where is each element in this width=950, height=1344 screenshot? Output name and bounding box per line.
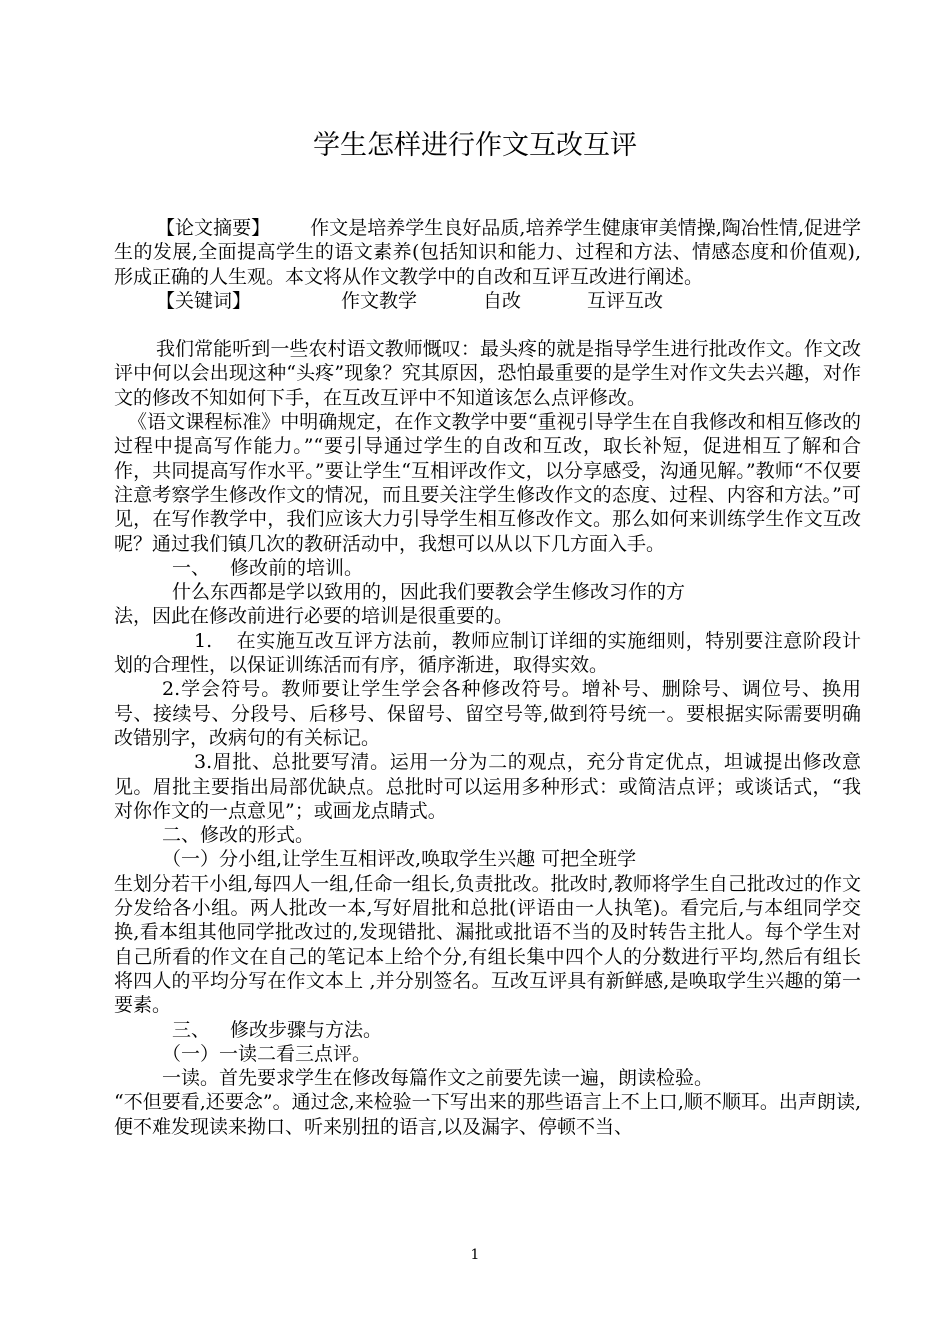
body-paragraph: “不但要看,还要念”。通过念,来检验一下写出来的那些语言上不上口,顺不顺耳。出声朗读,便不难发现读来拗口、听来别扭的语言,以及漏字、停顿不当、: [114, 1091, 861, 1138]
page-number: 1: [470, 1247, 480, 1263]
list-item: 3.眉批、总批要写清。运用一分为二的观点，充分肯定优点，坦诚提出修改意见。眉批主要指出局部优缺点。总批时可以运用多种形式：或简洁点评；或谈话式，“我对你作文的一点意见”；或画龙点睛式。: [114, 751, 861, 822]
page-title: 学生怎样进行作文互改互评: [313, 130, 637, 161]
section-heading: 二、修改的形式。: [162, 824, 315, 847]
list-item: 2.学会符号。教师要让学生学会各种修改符号。增补号、删除号、调位号、换用号、接续号、分段号、后移号、保留号、留空号等,做到符号统一。要根据实际需要明确改错别字，改病句的有关标记。: [114, 678, 861, 749]
section-heading: [114, 1018, 861, 1042]
spacer: [114, 313, 861, 337]
section-number: 三、: [172, 1018, 211, 1041]
keywords-label: 【关键词】: [156, 289, 252, 312]
keywords-line: [114, 289, 861, 313]
list-item-number: 1.: [194, 629, 213, 652]
keyword-item: 自改: [483, 289, 522, 312]
list-item-text: 在实施互改互评方法前，教师应制订详细的实施细则，特别要注意阶段计划的合理性，以保证训练活而有序，循序渐进，取得实效。: [114, 629, 861, 677]
section-number: 一、: [172, 556, 211, 579]
section-title: 修改步骤与方法。: [230, 1018, 383, 1041]
body-paragraph: 一读。首先要求学生在修改每篇作文之前要先读一遍，朗读检验。: [162, 1067, 714, 1090]
subsection-heading: （一）一读二看三点评。: [162, 1042, 372, 1065]
subsection-heading: （一）分小组,让学生互相评改,唤取学生兴趣 可把全班学: [162, 848, 637, 871]
keyword-item: 互评互改: [587, 289, 664, 312]
section-title: 修改前的培训。: [230, 556, 364, 579]
document-body: [114, 216, 861, 1139]
body-paragraph: 什么东西都是学以致用的，因此我们要教会学生修改习作的方: [172, 581, 686, 604]
list-item: [114, 629, 861, 678]
keyword-item: 作文教学: [341, 289, 418, 312]
body-paragraph: 生划分若干小组,每四人一组,任命一组长,负责批改。批改时,教师将学生自己批改过的作文分发给各小组。两人批改一本,写好眉批和总批(评语由一人执笔)。看完后,与本组同学交换,看本组其他同学批改过的,发现错批、漏批或批语不当的及时转告主批人。每个学生对自己所看的作文在自己的笔记本上给个分,有组长集中四个人的分数进行平均,然后有组长将四人的平均分写在作文本上 ,并分别签名。互改互评具有新鲜感,是唤取学生兴趣的第一要素。: [114, 872, 861, 1017]
abstract-label: 【论文摘要】: [156, 217, 271, 239]
body-paragraph: 法，因此在修改前进行必要的培训是很重要的。: [114, 605, 514, 628]
body-paragraph: 我们常能听到一些农村语文教师慨叹：最头疼的就是指导学生进行批改作文。作文改评中何以会出现这种“头疼”现象？究其原因，恐怕最重要的是学生对作文失去兴趣，对作文的修改不知如何下手，在互改互评中不知道该怎么点评修改。: [114, 338, 861, 409]
abstract-text: 作文是培养学生良好品质,培养学生健康审美情操,陶冶性情,促进学生的发展,全面提高学生的语文素养(包括知识和能力、过程和方法、情感态度和价值观),形成正确的人生观。本文将从作文教学中的自改和互评互改进行阐述。: [114, 217, 861, 288]
section-heading: [114, 556, 861, 580]
abstract-paragraph: [114, 216, 861, 289]
body-paragraph: 《语文课程标准》中明确规定，在作文教学中要“重视引导学生在自我修改和相互修改的过程中提高写作能力。”“要引导通过学生的自改和互改，取长补短，促进相互了解和合作，共同提高写作水平。”要让学生“互相评改作文，以分享感受，沟通见解。”教师“不仅要注意考察学生修改作文的情况，而且要关注学生修改作文的态度、过程、内容和方法。”可见，在写作教学中，我们应该大力引导学生相互修改作文。那么如何来训练学生作文互改呢？通过我们镇几次的教研活动中，我想可以从以下几方面入手。: [114, 411, 861, 555]
